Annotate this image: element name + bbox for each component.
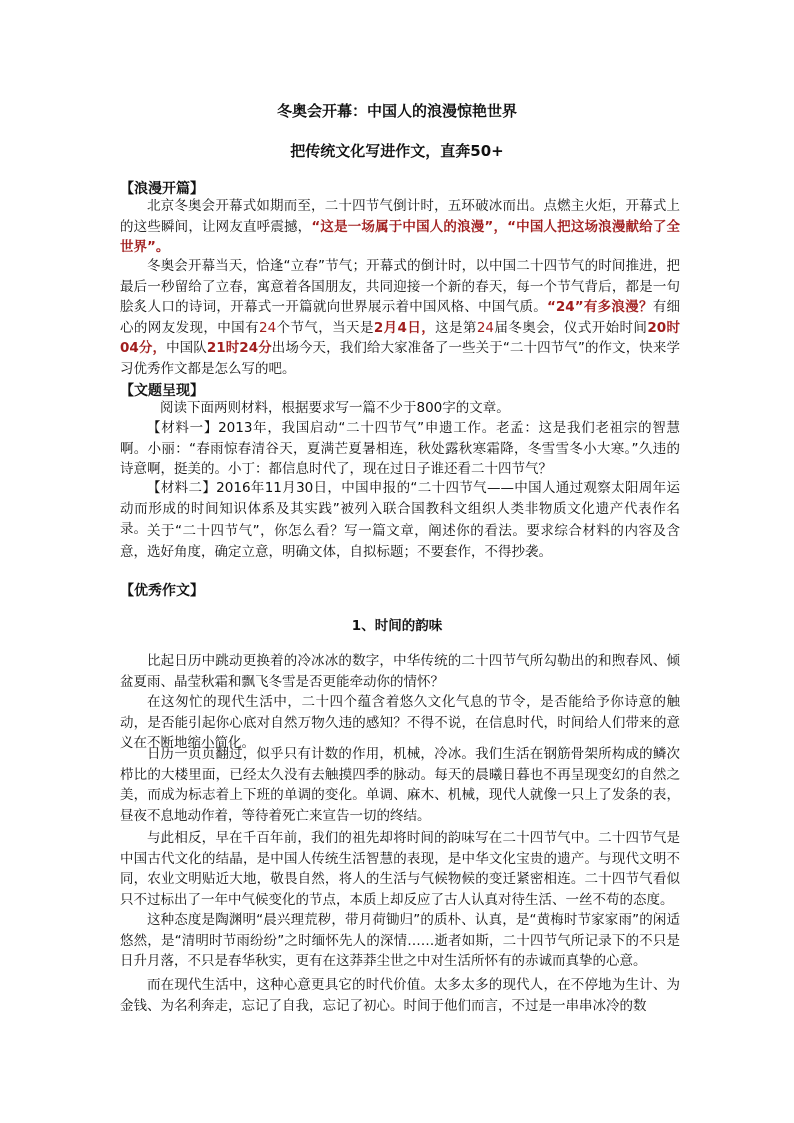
section-heading-excellent: 【优秀作文】 <box>120 583 204 599</box>
opening-text: 届冬奥会，仪式开始时间 <box>494 319 648 336</box>
highlight-time: 21时24分 <box>206 340 272 356</box>
opening-text: 个节气，当天是 <box>276 319 374 336</box>
essay-paragraph-5: 这种态度是陶渊明“晨兴理荒秽，带月荷锄归”的质朴、认真，是“黄梅时节家家雨”的闲适悠然，是“清明时节雨纷纷”之时缅怀先人的深情……逝者如斯，二十四节气所记录下的不只是日升月落，不只是春华秋实，更有在这莽莽尘世之中对生活所怀有的赤诚而真挚的心意。 <box>120 912 680 969</box>
opening-paragraph-2 <box>120 256 680 379</box>
page-title: 冬奥会开幕：中国人的浪漫惊艳世界 <box>276 102 517 120</box>
essay-paragraph-1: 比起日历中跳动更换着的冷冰冰的数字，中华传统的二十四节气所勾勒出的和煦春风、倾盆夏雨、晶莹秋霜和飘飞冬雪是否更能牵动你的情怀？ <box>120 653 680 690</box>
prompt-paragraph-1: 阅读下面两则材料，根据要求写一篇不少于800字的文章。 <box>160 400 510 416</box>
essay-paragraph-2: 在这匆忙的现代生活中，二十四个蕴含着悠久文化气息的节令，是否能给予你诗意的触动，是否能引起你心底对自然万物久违的感知？不得不说，在信息时代，时间给人们带来的意义在不断地缩小简化。 <box>120 694 680 751</box>
opening-text: 北京冬奥会开幕式如期而至，二十四节气倒计时，五环破冰而出。点燃主火炬，开幕式上的这些瞬间，让网友直呼震撼， <box>120 198 680 235</box>
page-subtitle: 把传统文化写进作文，直奔50+ <box>290 142 504 160</box>
highlight-number: 24 <box>258 319 277 336</box>
opening-paragraph-1 <box>120 196 680 258</box>
prompt-paragraph-2: 【材料一】2013年，我国启动“二十四节气”申遗工作。老孟：这是我们老祖宗的智慧啊。小丽：“春雨惊春清谷天，夏满芒夏暑相连，秋处露秋寒霜降，冬雪雪冬小大寒。”久违的诗意啊，挺美的。小丁：都信息时代了，现在过日子谁还看二十四节气？ <box>120 420 680 477</box>
opening-text: 有细心的网友发现，中国有 <box>120 299 680 336</box>
opening-text: 中国队 <box>166 340 207 356</box>
opening-text: 这是第 <box>435 319 477 336</box>
opening-text: 出场今天，我们给大家准备了一些关于“二十四节气”的作文，快来学习优秀作文都是怎么写的吧。 <box>120 340 680 377</box>
essay-title: 1、时间的韵味 <box>351 618 443 634</box>
prompt-paragraph-4: 关于“二十四节气”，你怎么看？写一篇文章，阐述你的看法。要求综合材料的内容及含意，选好角度，确定立意，明确文体，自拟标题；不要套作，不得抄袭。 <box>120 523 680 560</box>
highlight-quote: “中国人把这场浪漫献给了全世界”。 <box>120 218 681 255</box>
highlight-quote: “这是一场属于中国人的浪漫”， <box>311 218 508 235</box>
essay-paragraph-6: 而在现代生活中，这种心意更具它的时代价值。太多太多的现代人，在不停地为生计、为金钱、为名利奔走，忘记了自我，忘记了初心。时间于他们而言，不过是一串串冰冷的数 <box>120 977 680 1014</box>
section-heading-opening: 【浪漫开篇】 <box>120 181 204 197</box>
highlight-number: 24 <box>476 319 495 336</box>
section-heading-prompt: 【文题呈现】 <box>120 383 204 399</box>
highlight-text: “24”有多浪漫？ <box>547 299 653 315</box>
opening-text: 冬奥会开幕当天，恰逢“立春”节气；开幕式的倒计时，以中国二十四节气的时间推进，把最后一秒留给了立春，寓意着各国朋友，共同迎接一个新的春天，每一个节气背后，都是一句脍炙人口的诗词，开幕式一开篇就向世界展示着中国风格、中国气质。 <box>120 258 680 315</box>
highlight-time: 20时04分， <box>120 319 680 356</box>
essay-paragraph-3: 日历一页页翻过，似乎只有计数的作用，机械，冷冰。我们生活在钢筋骨架所构成的鳞次栉比的大楼里面，已经太久没有去触摸四季的脉动。每天的晨曦日暮也不再呈现变幻的自然之美，而成为标志着上下班的单调的变化。单调、麻木、机械，现代人就像一只上了发条的表，昼夜不息地动作着，等待着死亡来宣告一切的终结。 <box>120 746 680 824</box>
highlight-date: 2月4日， <box>373 319 436 336</box>
prompt-paragraph-3: 【材料二】2016年11月30日，中国申报的“二十四节气——中国人通过观察太阳周年运动而形成的时间知识体系及其实践”被列入联合国教科文组织人类非物质文化遗产代表作名录。 <box>120 480 680 537</box>
essay-paragraph-4: 与此相反，早在千百年前，我们的祖先却将时间的韵味写在二十四节气中。二十四节气是中国古代文化的结晶，是中国人传统生活智慧的表现，是中华文化宝贵的遗产。与现代文明不同，农业文明贴近大地，敬畏自然，将人的生活与气候物候的变迁紧密相连。二十四节气看似只不过标出了一年中气候变化的节点，本质上却反应了古人认真对待生活、一丝不苟的态度。 <box>120 830 680 908</box>
